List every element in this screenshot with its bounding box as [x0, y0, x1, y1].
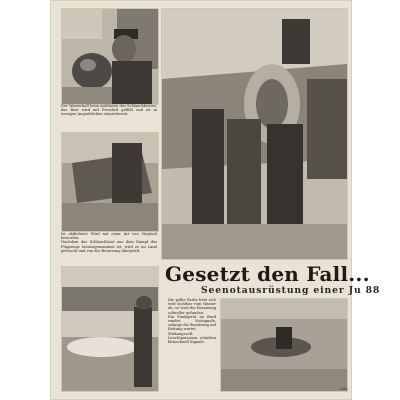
- caption-text: Ist abdichten! Wird mit einer Art von Sieglack beworfen.: [61, 232, 157, 241]
- photo-aircraft-crew: [161, 8, 348, 260]
- article-title: Gesetzt den Fall...: [165, 262, 370, 286]
- page-number: 189: [340, 386, 348, 391]
- caption-text-3: Wirkungsvoll: Leuchtpatronen schießen blitzschnell Signale.: [168, 331, 216, 345]
- caption-text-2: Ein Funkgerät an Bord sendet Notsignale, solange die Besatzung auf Rettung wartet.: [168, 314, 216, 332]
- photo-inflating-float: [61, 8, 159, 105]
- caption-top-left: [61, 104, 157, 132]
- caption-text: Die gelbe Farbe hebt sich weit sichtbar vom Wasser ab; so wird die Besatzung schneller gefunden.: [168, 298, 216, 315]
- caption-bottom-center: [168, 298, 216, 390]
- photo-crew-dinghy: [61, 132, 159, 232]
- photo-flare-signal: [61, 266, 159, 392]
- caption-text: Der Wasserball beim Aufblasen des Schlauchbootes; das Boot wird mit Pressluft gefüllt und ist in wenigen Augenblicken einsatzbereit.: [61, 104, 157, 117]
- photo-dinghy-at-sea: [220, 298, 348, 392]
- caption-mid-left: [61, 232, 157, 264]
- caption-text-2: Nachdem das Schlauchboot aus dem Rumpf des Flugzeugs herausgenommen ist, wird es an Land gebracht und von der Besatzung überprüft.: [61, 240, 157, 253]
- article-subtitle: Seenotausrüstung einer Ju 88: [201, 285, 381, 296]
